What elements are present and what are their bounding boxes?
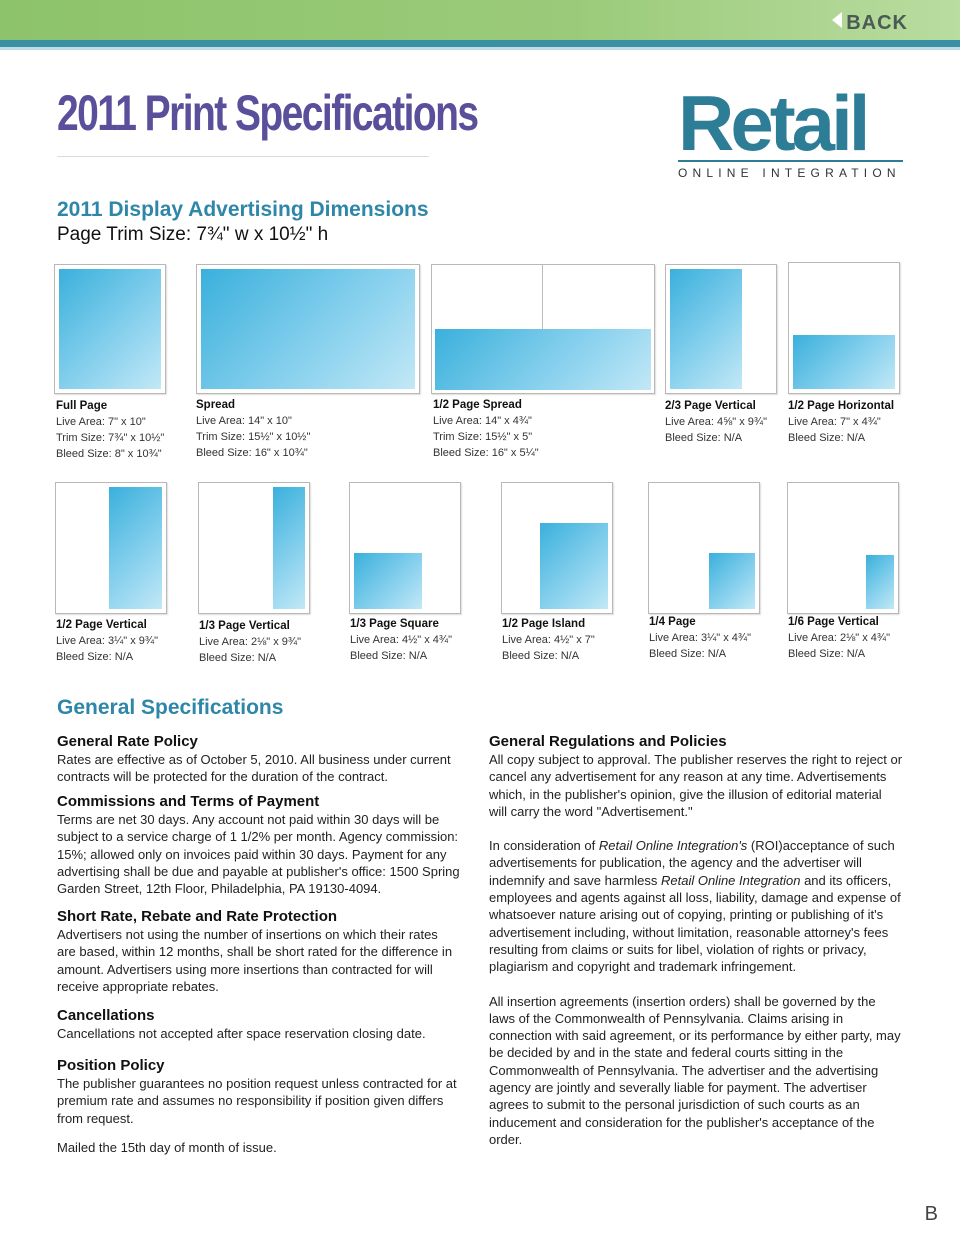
ad-name: 1/2 Page Horizontal (788, 400, 895, 412)
section-heading: Position Policy (57, 1057, 165, 1074)
ad-spec: Bleed Size: N/A (502, 650, 580, 662)
logo-subtitle: ONLINE INTEGRATION (678, 160, 903, 180)
section-text: Cancellations not accepted after space reservation closing date. (57, 1026, 426, 1041)
section-text: The publisher guarantees no position request unless contracted for at premium rate and assumes no responsibility if position given differs from request. (57, 1076, 457, 1126)
back-button[interactable] (832, 12, 908, 35)
text-run: and its officers, employees and agents against all loss, liability, damage and expense of whatsoever nature arising out of copying, printing or publishing of it's advertisement including, without limitation, reasonable attorney's fees resulting from claims or suits for libel, violation of rights or privacy, plagiarism and copyright and trademark infringement. (489, 872, 901, 975)
regulations-section (489, 732, 903, 1148)
quarter-page-thumb (648, 482, 760, 614)
two-thirds-vertical-thumb (665, 264, 777, 394)
top-stripe (0, 40, 960, 47)
retail-logo (678, 79, 903, 180)
ad-caption (196, 397, 310, 461)
half-page-spread-thumb (431, 264, 655, 394)
third-vertical-fill (273, 487, 305, 609)
back-arrow-icon (832, 12, 842, 28)
ad-spec: Bleed Size: N/A (56, 651, 134, 663)
ad-caption (665, 398, 767, 446)
ad-spec: Live Area: 2⅛" x 9¾" (199, 636, 301, 648)
ad-spec: Live Area: 14" x 10" (196, 415, 292, 427)
ad-spec: Live Area: 4½" x 7" (502, 634, 595, 646)
ad-name: 1/4 Page (649, 616, 696, 628)
cancellations-section (57, 1006, 467, 1042)
half-island-fill (540, 523, 608, 609)
section-text: Advertisers not using the number of insertions on which their rates are based, within 12 months, shall be short rated for the difference in amount. Advertisers using more insertions than contracted for will receive appropriate rebates. (57, 927, 453, 994)
half-vertical-fill (109, 487, 162, 609)
ad-spec: Trim Size: 7¾" x 10½" (56, 432, 165, 444)
ad-spec: Live Area: 14" x 4¾" (433, 415, 532, 427)
ad-spec: Bleed Size: 16" x 10¾" (196, 447, 308, 459)
ad-spec: Live Area: 4⅝" x 9¾" (665, 416, 767, 428)
ad-spec: Live Area: 3¼" x 9¾" (56, 635, 158, 647)
ad-name: 1/2 Page Island (502, 618, 586, 630)
ad-name: 1/3 Page Vertical (199, 620, 290, 632)
third-square-fill (354, 553, 422, 609)
third-vertical-thumb (198, 482, 310, 614)
sixth-vertical-thumb (787, 482, 899, 614)
ad-spec: Bleed Size: N/A (199, 652, 277, 664)
commissions-section (57, 792, 467, 897)
ad-spec: Bleed Size: N/A (788, 648, 866, 660)
ad-caption (433, 397, 539, 461)
section-heading: General Rate Policy (57, 733, 198, 750)
ad-caption (56, 398, 164, 462)
text-run: (ROI)acceptance of such advertisements for publication, the agency and the advertiser will indemnify and save harmless (489, 838, 895, 888)
section-heading: Commissions and Terms of Payment (57, 793, 320, 810)
ad-spec: Bleed Size: 8" x 10¾" (56, 448, 162, 460)
quarter-page-fill (709, 553, 755, 609)
logo-word: Retail (678, 79, 867, 167)
ad-name: 1/2 Page Spread (433, 399, 522, 411)
ad-spec: Bleed Size: N/A (649, 648, 727, 660)
display-dimensions-title: 2011 Display Advertising Dimensions (57, 198, 429, 221)
ad-spec: Bleed Size: N/A (350, 650, 428, 662)
ad-caption (788, 614, 890, 662)
full-page-fill (59, 269, 161, 389)
top-banner (0, 0, 960, 40)
general-specs-title: General Specifications (57, 696, 284, 719)
half-vertical-thumb (55, 482, 167, 614)
section-heading: Short Rate, Rebate and Rate Protection (57, 908, 338, 925)
page-letter: B (924, 1203, 938, 1225)
publisher-name: Retail Online Integration (660, 872, 801, 888)
back-label: BACK (846, 12, 908, 34)
section-heading: General Regulations and Policies (489, 733, 727, 750)
page-title: 2011 Print Specifications (57, 85, 478, 141)
position-policy-section (57, 1056, 462, 1127)
ad-caption (649, 614, 751, 662)
short-rate-section (57, 907, 457, 995)
half-horizontal-fill (793, 335, 895, 389)
half-horizontal-thumb (788, 262, 900, 394)
top-stripe-light (0, 47, 960, 50)
spread-fill (201, 269, 415, 389)
trim-size: Page Trim Size: 7¾" w x 10½" h (57, 224, 329, 245)
ad-spec: Bleed Size: N/A (665, 432, 743, 444)
ad-spec: Live Area: 7" x 4¾" (788, 416, 881, 428)
rate-policy-section (57, 732, 467, 786)
section-text: Rates are effective as of October 5, 2010. All business under current contracts will be protected for the duration of the contract. (57, 752, 451, 785)
section-text: Terms are net 30 days. Any account not paid within 30 days will be subject to a service charge of 1 1/2% per month. Agency commission: 15%; allowed only on invoices paid within 30 days. Payment for any advertising shall be due and payable at publisher's office: 1500 Spring Garden Street, 12th Floor, Philadelphia, PA 19130-4094. (57, 812, 460, 897)
half-page-spread-fill (435, 329, 651, 390)
ad-spec: Live Area: 7" x 10" (56, 416, 146, 428)
mailed-text: Mailed the 15th day of month of issue. (57, 1140, 277, 1155)
regulations-p1: All copy subject to approval. The publisher reserves the right to reject or cancel any advertisement for any reason at any time. Advertisements which, in the publisher's opinion, give the illusion of editorial material will carry the word "Advertisement." (489, 752, 903, 819)
ad-caption (199, 618, 301, 666)
ad-spec: Bleed Size: 16" x 5¼" (433, 447, 539, 459)
ad-caption (56, 617, 158, 665)
title-divider (57, 156, 429, 157)
ad-caption (788, 398, 894, 446)
ad-spec: Trim Size: 15½" x 5" (433, 431, 533, 443)
sixth-vertical-fill (866, 555, 894, 609)
mailed-note (57, 1139, 467, 1156)
publisher-name: Retail Online Integration's (598, 838, 748, 854)
text-run: In consideration of (489, 838, 599, 854)
two-thirds-vertical-fill (670, 269, 742, 389)
spread-fold (542, 265, 543, 329)
section-heading: Cancellations (57, 1007, 155, 1024)
half-island-thumb (501, 482, 613, 614)
ad-spec: Trim Size: 15½" x 10½" (196, 431, 311, 443)
ad-caption (502, 616, 595, 664)
ad-spec: Live Area: 3¼" x 4¾" (649, 632, 751, 644)
regulations-p3: All insertion agreements (insertion orders) shall be governed by the laws of the Commonwealth of Pennsylvania. Claims arising in connection with said agreement, or its performance by either party, may be decided by and in the state and federal courts sitting in the Commonwealth of Pennsylvania. The advertiser and the advertising agency are jointly and severally liable for payment. The advertiser agrees to submit to the personal jurisdiction of such courts as an inducement and consideration for the publisher's acceptance of the order. (489, 993, 901, 1147)
ad-spec: Live Area: 2⅛" x 4¾" (788, 632, 890, 644)
ad-name: 1/2 Page Vertical (56, 619, 147, 631)
regulations-p2 (489, 837, 903, 975)
full-page-thumb (54, 264, 166, 394)
spread-thumb (196, 264, 420, 394)
ad-name: 2/3 Page Vertical (665, 400, 756, 412)
third-square-thumb (349, 482, 461, 614)
ad-spec: Bleed Size: N/A (788, 432, 866, 444)
ad-caption (350, 616, 452, 664)
ad-name: 1/3 Page Square (350, 618, 439, 630)
ad-name: 1/6 Page Vertical (788, 616, 879, 628)
ad-spec: Live Area: 4½" x 4¾" (350, 634, 452, 646)
ad-name: Full Page (56, 400, 108, 412)
ad-name: Spread (196, 399, 235, 411)
